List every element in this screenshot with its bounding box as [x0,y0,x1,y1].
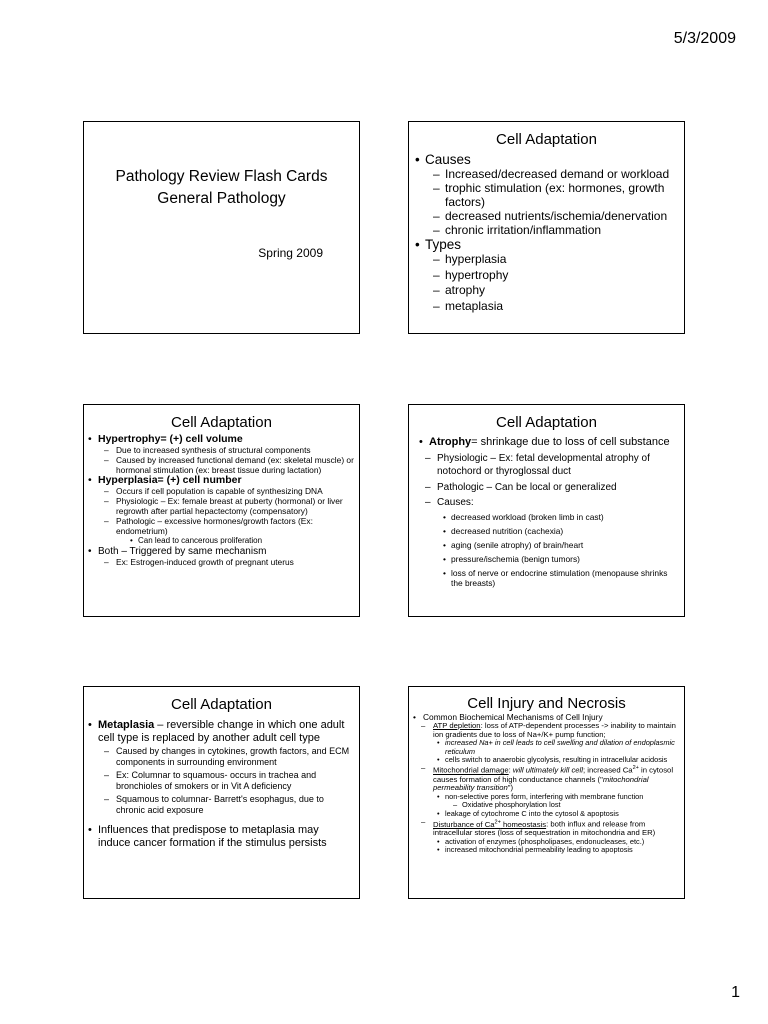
list-item: • cells switch to anaerobic glycolysis, resulting in intracellular acidosis [437,756,680,764]
list-item: • Hypertrophy= (+) cell volume – Due to increased synthesis of structural components – Caused by increased functional demand (ex: skeletal muscle) or hormonal stimulation (ex: breast tissue during lactation) [88,434,354,475]
slide-cell-injury-necrosis [408,686,685,899]
list-item: – chronic irritation/inflammation [433,223,676,237]
list-item: • Atrophy= shrinkage due to loss of cell substance [419,436,678,449]
list-item: – Physiologic – Ex: fetal developmental atrophy of notochord or thyroglossal duct [425,453,678,478]
list-item: – Pathologic – Can be local or generalized [425,482,678,495]
deck-title [84,166,359,210]
list-item: • loss of nerve or endocrine stimulation (menopause shrinks the breasts) [443,568,678,588]
slide-title: Cell Adaptation [171,696,272,713]
list-item: – Due to increased synthesis of structural components [104,445,354,455]
page-number: 1 [731,984,740,1001]
list-item: • leakage of cytochrome C into the cytosol & apoptosis [437,810,680,818]
list-item: – Pathologic – excessive hormones/growth factors (Ex: endometrium) • Can lead to cancerous proliferation [104,516,354,546]
slide-atrophy [408,404,685,617]
list-item: – decreased nutrients/ischemia/denervation [433,209,676,223]
list-item: – atrophy [433,283,676,299]
list-item: – Ex: Columnar to squamous- occurs in trachea and bronchioles of smokers or in Vit A deficiency [104,770,353,792]
list-item: – ATP depletion: loss of ATP-dependent processes -> inability to maintain ion gradients due to loss of Na+/K+ pump function; • increased Na+ in cell leads to cell swelling and dilation of endoplasmic reticulum • cells switch to anaerobic glycolysis, resulting in intracellular acidosis [421,722,680,764]
page-date: 5/3/2009 [673,30,736,47]
list-item: • increased mitochondrial permeability leading to apoptosis [437,846,680,854]
list-item: • Both – Triggered by same mechanism – Ex: Estrogen-induced growth of pregnant uterus [88,546,354,567]
list-item: – trophic stimulation (ex: hormones, growth factors) [433,181,676,209]
list-item: – hypertrophy [433,268,676,284]
slide-metaplasia [83,686,360,899]
list-item: • decreased workload (broken limb in cast) [443,512,678,522]
slide-title-card [83,121,360,334]
list-item: • non-selective pores form, interfering with membrane function – Oxidative phosphorylation lost [437,793,680,810]
list-item: – Squamous to columnar- Barrett's esophagus, due to chronic acid exposure [104,794,353,816]
slide-title: Cell Adaptation [496,414,597,431]
list-item: – Caused by increased functional demand (ex: skeletal muscle) or hormonal stimulation (ex: breast tissue during lactation) [104,455,354,475]
list-item: – Physiologic – Ex: female breast at puberty (hormonal) or liver regrowth after partial hepactectomy (compensatory) [104,496,354,516]
list-item: • increased Na+ in cell leads to cell swelling and dilation of endoplasmic reticulum [437,739,680,756]
list-item: • Causes – Increased/decreased demand or workload – trophic stimulation (ex: hormones, growth factors) – decreased nutrients/ischemia/denervation – chronic irritation/inflammation [415,153,676,237]
deck-subtitle: Spring 2009 [258,246,323,260]
list-item: – Causes: • decreased workload (broken limb in cast) • decreased nutrition (cachexia) • aging (senile atrophy) of brain/heart • pressure/ischemia (benign tumors) • loss of nerve or endocrine stimulation (menopause shrinks the breasts) [425,497,678,589]
slide-cell-adaptation-overview [408,121,685,334]
list-item: – Caused by changes in cytokines, growth factors, and ECM components in surrounding environment [104,746,353,768]
deck-title-line2: General Pathology [157,190,286,207]
list-item: • pressure/ischemia (benign tumors) [443,554,678,564]
list-item: – hyperplasia [433,252,676,268]
list-item: – Increased/decreased demand or workload [433,167,676,181]
list-item: • Can lead to cancerous proliferation [130,536,354,546]
list-item: – Ex: Estrogen-induced growth of pregnant uterus [104,557,354,567]
list-item: • aging (senile atrophy) of brain/heart [443,540,678,550]
list-item: – Occurs if cell population is capable of synthesizing DNA [104,486,354,496]
list-item: – Oxidative phosphorylation lost [453,801,680,809]
list-item: • Hyperplasia= (+) cell number – Occurs if cell population is capable of synthesizing DNA – Physiologic – Ex: female breast at puberty (hormonal) or liver regrowth after partial hepactectomy (compensatory) – Pathologic – excessive hormones/growth factors (Ex: endometrium) • Can lead to cancerous proliferation [88,475,354,546]
list-item: • Influences that predispose to metaplasia may induce cancer formation if the stimulus persists [88,824,353,849]
list-item: • Types – hyperplasia – hypertrophy – atrophy – metaplasia [415,238,676,314]
list-item: – Mitochondrial damage: will ultimately kill cell; increased $Ca^{2+}$ in cytosol causes formation of high conductance channels ("mitochondrial permeability transition") • non-selective pores form, interfering with membrane function – Oxidative phosphorylation lost • leakage of cytochrome C into the cytosol & apoptosis [421,764,680,818]
slide-title: Cell Adaptation [496,131,597,148]
list-item: – metaplasia [433,299,676,315]
list-item: • activation of enzymes (phospholipases, endonucleases, etc.) [437,838,680,846]
deck-title-line1: Pathology Review Flash Cards [115,168,328,185]
list-item: • Metaplasia – reversible change in which one adult cell type is replaced by another adult cell type – Caused by changes in cytokines, growth factors, and ECM components in surrounding environment – Ex: Columnar to squamous- occurs in trachea and bronchioles of smokers or in Vit A deficiency – Squamous to columnar- Barrett's esophagus, due to chronic acid exposure [88,719,353,816]
slide-title: Cell Injury and Necrosis [467,695,626,712]
slide-title: Cell Adaptation [171,414,272,431]
list-item: • Common Biochemical Mechanisms of Cell Injury [413,713,680,722]
list-item: – Disturbance of $Ca^{2+}$ homeostasis: both influx and release from intracellular stores (loss of sequestration in mitochondria and ER) • activation of enzymes (phospholipases, endonucleases, etc.) • increased mitochondrial permeability leading to apoptosis [421,818,680,855]
list-item: • decreased nutrition (cachexia) [443,526,678,536]
slide-hypertrophy-hyperplasia [83,404,360,617]
